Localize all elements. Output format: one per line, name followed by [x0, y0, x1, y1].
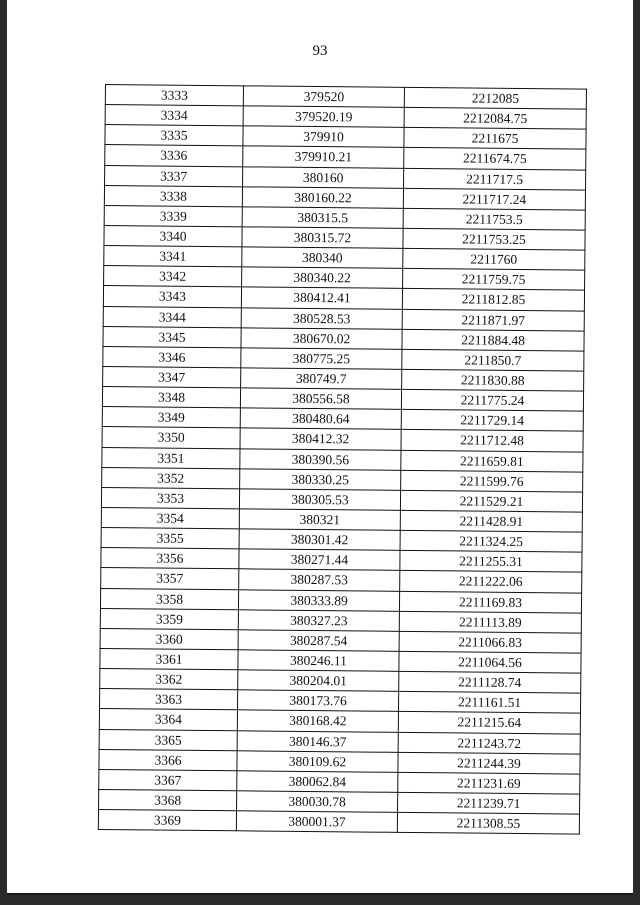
x-coordinate-cell: 380204.01	[238, 670, 399, 692]
point-id-cell: 3345	[103, 326, 241, 347]
x-coordinate-cell: 380315.72	[242, 227, 403, 249]
x-coordinate-cell: 380333.89	[238, 589, 399, 611]
x-coordinate-cell: 380001.37	[236, 811, 397, 833]
point-id-cell: 3356	[101, 548, 239, 569]
point-id-cell: 3365	[99, 729, 237, 750]
coordinates-table	[98, 84, 587, 835]
x-coordinate-cell: 380556.58	[240, 388, 401, 410]
x-coordinate-cell: 380412.32	[240, 428, 401, 450]
x-coordinate-cell: 380340.22	[242, 267, 403, 289]
y-coordinate-cell: 2211064.56	[399, 651, 581, 673]
point-id-cell: 3349	[102, 407, 240, 428]
x-coordinate-cell: 379520.19	[243, 106, 404, 128]
x-coordinate-cell: 380271.44	[239, 549, 400, 571]
point-id-cell: 3359	[100, 608, 238, 629]
point-id-cell: 3366	[99, 749, 237, 770]
y-coordinate-cell: 2211066.83	[399, 631, 581, 653]
y-coordinate-cell: 2211255.31	[400, 551, 582, 573]
y-coordinate-cell: 2211128.74	[399, 671, 581, 693]
y-coordinate-cell: 2211674.75	[404, 148, 586, 170]
y-coordinate-cell: 2211850.7	[402, 349, 584, 371]
point-id-cell: 3357	[101, 568, 239, 589]
point-id-cell: 3347	[103, 366, 241, 387]
x-coordinate-cell: 380340	[242, 247, 403, 269]
y-coordinate-cell: 2211239.71	[398, 792, 580, 814]
point-id-cell: 3368	[99, 789, 237, 810]
page-number: 93	[312, 43, 328, 59]
y-coordinate-cell: 2211775.24	[401, 389, 583, 411]
y-coordinate-cell: 2211215.64	[398, 712, 580, 734]
document-page	[7, 0, 633, 895]
point-id-cell: 3339	[104, 205, 242, 226]
point-id-cell: 3360	[100, 628, 238, 649]
x-coordinate-cell: 380480.64	[240, 408, 401, 430]
x-coordinate-cell: 380109.62	[237, 750, 398, 772]
table-row	[98, 810, 579, 835]
y-coordinate-cell: 2211812.85	[402, 289, 584, 311]
x-coordinate-cell: 379910	[243, 126, 404, 148]
y-coordinate-cell: 2211717.24	[403, 188, 585, 210]
y-coordinate-cell: 2211529.21	[400, 490, 582, 512]
x-coordinate-cell: 380301.42	[239, 529, 400, 551]
point-id-cell: 3348	[102, 387, 240, 408]
y-coordinate-cell: 2212085	[404, 87, 586, 109]
x-coordinate-cell: 380305.53	[239, 489, 400, 511]
x-coordinate-cell: 380330.25	[240, 468, 401, 490]
point-id-cell: 3367	[99, 769, 237, 790]
x-coordinate-cell: 380327.23	[238, 609, 399, 631]
y-coordinate-cell: 2211222.06	[400, 571, 582, 593]
y-coordinate-cell: 2211729.14	[401, 410, 583, 432]
point-id-cell: 3333	[105, 85, 243, 106]
y-coordinate-cell: 2212084.75	[404, 108, 586, 130]
x-coordinate-cell: 380062.84	[237, 771, 398, 793]
point-id-cell: 3361	[100, 648, 238, 669]
point-id-cell: 3343	[103, 286, 241, 307]
x-coordinate-cell: 380315.5	[242, 207, 403, 229]
point-id-cell: 3352	[102, 467, 240, 488]
x-coordinate-cell: 380287.53	[239, 569, 400, 591]
point-id-cell: 3362	[100, 669, 238, 690]
x-coordinate-cell: 380390.56	[240, 448, 401, 470]
point-id-cell: 3364	[99, 709, 237, 730]
y-coordinate-cell: 2211169.83	[399, 591, 581, 613]
y-coordinate-cell: 2211428.91	[400, 510, 582, 532]
point-id-cell: 3351	[102, 447, 240, 468]
point-id-cell: 3338	[104, 185, 242, 206]
x-coordinate-cell: 380775.25	[241, 348, 402, 370]
point-id-cell: 3369	[98, 810, 236, 831]
x-coordinate-cell: 379910.21	[243, 146, 404, 168]
x-coordinate-cell: 380412.41	[241, 287, 402, 309]
y-coordinate-cell: 2211759.75	[403, 269, 585, 291]
point-id-cell: 3353	[101, 487, 239, 508]
point-id-cell: 3358	[100, 588, 238, 609]
coordinates-table-wrapper	[98, 84, 586, 835]
point-id-cell: 3363	[100, 689, 238, 710]
x-coordinate-cell: 380173.76	[237, 690, 398, 712]
x-coordinate-cell: 380749.7	[241, 368, 402, 390]
point-id-cell: 3340	[104, 225, 242, 246]
point-id-cell: 3355	[101, 528, 239, 549]
y-coordinate-cell: 2211231.69	[398, 772, 580, 794]
x-coordinate-cell: 380160	[243, 166, 404, 188]
y-coordinate-cell: 2211830.88	[402, 369, 584, 391]
x-coordinate-cell: 380287.54	[238, 630, 399, 652]
y-coordinate-cell: 2211884.48	[402, 329, 584, 351]
x-coordinate-cell: 380160.22	[242, 187, 403, 209]
x-coordinate-cell: 380246.11	[238, 650, 399, 672]
y-coordinate-cell: 2211753.25	[403, 228, 585, 250]
y-coordinate-cell: 2211244.39	[398, 752, 580, 774]
y-coordinate-cell: 2211717.5	[404, 168, 586, 190]
y-coordinate-cell: 2211113.89	[399, 611, 581, 633]
x-coordinate-cell: 380030.78	[237, 791, 398, 813]
y-coordinate-cell: 2211760	[403, 248, 585, 270]
x-coordinate-cell: 380168.42	[237, 710, 398, 732]
coordinates-table-body	[98, 85, 586, 835]
point-id-cell: 3344	[103, 306, 241, 327]
x-coordinate-cell: 380321	[239, 509, 400, 531]
y-coordinate-cell: 2211675	[404, 128, 586, 150]
y-coordinate-cell: 2211308.55	[397, 812, 579, 834]
point-id-cell: 3342	[104, 266, 242, 287]
x-coordinate-cell: 380146.37	[237, 730, 398, 752]
y-coordinate-cell: 2211161.51	[398, 692, 580, 714]
point-id-cell: 3337	[105, 165, 243, 186]
y-coordinate-cell: 2211871.97	[402, 309, 584, 331]
x-coordinate-cell: 379520	[243, 86, 404, 108]
y-coordinate-cell: 2211324.25	[400, 530, 582, 552]
y-coordinate-cell: 2211712.48	[401, 430, 583, 452]
point-id-cell: 3350	[102, 427, 240, 448]
y-coordinate-cell: 2211599.76	[401, 470, 583, 492]
point-id-cell: 3334	[105, 105, 243, 126]
y-coordinate-cell: 2211659.81	[401, 450, 583, 472]
point-id-cell: 3341	[104, 246, 242, 267]
point-id-cell: 3354	[101, 507, 239, 528]
point-id-cell: 3336	[105, 145, 243, 166]
y-coordinate-cell: 2211243.72	[398, 732, 580, 754]
y-coordinate-cell: 2211753.5	[403, 208, 585, 230]
point-id-cell: 3346	[103, 346, 241, 367]
x-coordinate-cell: 380670.02	[241, 328, 402, 350]
point-id-cell: 3335	[105, 125, 243, 146]
x-coordinate-cell: 380528.53	[241, 307, 402, 329]
